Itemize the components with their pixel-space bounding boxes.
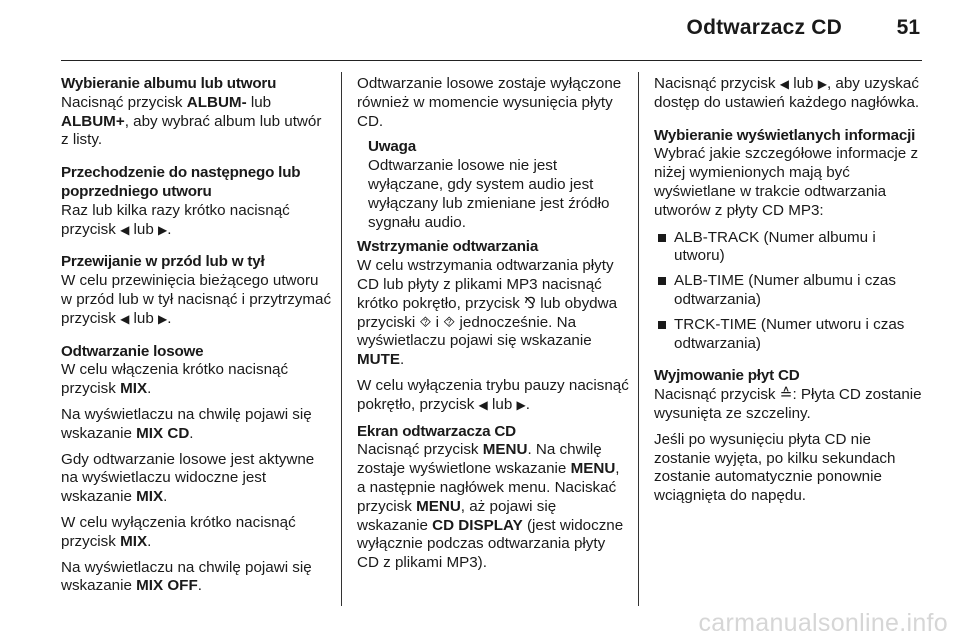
text: .: [197, 577, 202, 595]
text: : Płyta CD zostanie wysunięta ze szczeliny.: [654, 386, 922, 422]
section-next-track: [61, 164, 333, 239]
text: .: [147, 380, 152, 398]
column-1: [61, 75, 333, 610]
text: W celu wyłączenia krótko nacisnąć przycisk: [61, 513, 296, 550]
section-cd-screen: [357, 423, 629, 573]
page-number: 51: [896, 16, 920, 39]
paragraph: [61, 451, 333, 507]
paragraph: [357, 377, 629, 415]
left-arrow-icon: ◀: [120, 222, 130, 237]
paragraph: [61, 514, 333, 552]
paragraph: [357, 441, 629, 573]
section-album: [61, 75, 333, 150]
text: Na wyświetlaczu na chwilę pojawi się wskazanie: [61, 405, 312, 442]
text: jednocześnie. Na wyświetlaczu pojawi się wskazanie: [357, 313, 592, 350]
text: Nacisnąć przycisk: [654, 386, 780, 404]
section-heading: Wybieranie albumu lub utworu: [61, 75, 277, 92]
text: .: [400, 351, 405, 369]
text: .: [147, 532, 152, 550]
text: , aż pojawi się wskazanie: [357, 497, 557, 534]
note-text: Odtwarzanie losowe nie jest wyłączane, gdy system audio jest wyłączany lub zmieniane jest źródło sygnału audio.: [368, 157, 610, 231]
text: W celu wyłączenia trybu pauzy nacisnąć pokrętło, przycisk: [357, 376, 629, 413]
header-rule: [61, 60, 922, 61]
section-fast-forward: [61, 253, 333, 328]
text: W celu wstrzymania odtwarzania płyty CD lub płyty z plikami MP3 nacisnąć krótko pokrętło, przycisk: [357, 257, 614, 312]
text: Nacisnąć przycisk: [61, 93, 187, 111]
eject-icon: ≙: [779, 386, 793, 404]
paragraph: Odtwarzanie losowe zostaje wyłączone również w momencie wysunięcia płyty CD.: [357, 75, 622, 130]
display-label-mix: MIX: [136, 488, 164, 506]
paragraph: [61, 406, 333, 444]
button-label-mix: MIX: [120, 380, 148, 398]
paragraph: [357, 257, 629, 370]
section-heading: Wyjmowanie płyt CD: [654, 367, 800, 385]
paragraph: Wybrać jakie szczegółowe informacje z niżej wymienionych mają być wyświetlane w trakcie odtwarzania utworów z płyty CD MP3:: [654, 145, 919, 219]
right-arrow-icon: ▶: [158, 222, 168, 237]
column-divider: [341, 72, 342, 606]
section-display-info: [654, 127, 926, 354]
list-item: [654, 272, 926, 310]
left-arrow-icon: ◀: [120, 311, 130, 326]
text: lub: [487, 395, 517, 413]
bullet-icon: [658, 321, 666, 329]
list-item: [654, 316, 926, 354]
column-divider: [638, 72, 639, 606]
text: W celu przewinięcia bieżącego utworu w przód lub w tył nacisnąć i przytrzymać przycisk: [61, 272, 332, 327]
text: Na wyświetlaczu na chwilę pojawi się wskazanie: [61, 558, 312, 595]
text: Raz lub kilka razy krótko nacisnąć przycisk: [61, 201, 290, 238]
paragraph: [61, 94, 333, 150]
volume-down-icon: ⯑: [443, 313, 456, 331]
note-box: [357, 138, 629, 232]
text: .: [163, 488, 168, 506]
text: Nacisnąć przycisk: [357, 441, 483, 459]
button-label-menu: MENU: [416, 497, 461, 515]
bullet-icon: [658, 277, 666, 285]
display-label-mute: MUTE: [357, 351, 401, 369]
paragraph: [61, 361, 333, 399]
text: lub: [246, 93, 272, 111]
volume-up-icon: ⯑: [419, 313, 432, 331]
display-label-mix-cd: MIX CD: [136, 424, 190, 442]
text: lub: [788, 75, 818, 92]
section-headers: [654, 75, 926, 113]
left-arrow-icon: ◀: [779, 77, 789, 91]
section-heading: Odtwarzanie losowe: [61, 342, 204, 360]
section-heading: Przewijanie w przód lub w tył: [61, 253, 265, 271]
button-label-menu: MENU: [482, 441, 528, 459]
mute-icon: ⅋: [524, 294, 536, 312]
section-random: [61, 343, 333, 597]
paragraph: [61, 272, 333, 328]
right-arrow-icon: ▶: [817, 77, 827, 91]
text: .: [525, 395, 530, 413]
text: lub obydwa przyciski: [357, 294, 618, 331]
text: .: [167, 220, 172, 238]
section-heading: Ekran odtwarzacza CD: [357, 422, 516, 440]
button-label-album-plus: ALBUM+: [61, 112, 125, 130]
text: i: [431, 313, 444, 331]
text: , a następnie nagłówek menu. Naciskać przycisk: [357, 460, 620, 515]
bullet-icon: [658, 234, 666, 242]
paragraph: Jeśli po wysunięciu płyta CD nie zostanie wyjęta, po kilku sekundach zostanie automatycznie ponownie wciągnięta do napędu.: [654, 430, 896, 505]
paragraph: [654, 386, 926, 424]
left-arrow-icon: ◀: [478, 397, 488, 412]
right-arrow-icon: ▶: [516, 397, 526, 412]
list-item: [654, 229, 926, 267]
text: .: [167, 309, 172, 327]
info-list: [654, 229, 926, 354]
text: , aby uzyskać dostęp do ustawień każdego nagłówka.: [654, 75, 920, 111]
page-title: Odtwarzacz CD: [686, 16, 842, 39]
section-heading: Wstrzymanie odtwarzania: [357, 238, 539, 256]
text: W celu włączenia krótko nacisnąć przycisk: [61, 361, 289, 398]
note-heading: Uwaga: [368, 138, 416, 156]
button-label-album-minus: ALBUM-: [186, 93, 247, 111]
text: , aby wybrać album lub utwór z listy.: [61, 112, 322, 149]
text: Nacisnąć przycisk: [654, 75, 780, 92]
section-heading: Wybieranie wyświetlanych informacji: [654, 126, 916, 144]
text: .: [189, 424, 194, 442]
text: lub: [129, 309, 159, 327]
display-label-cd-display: CD DISPLAY: [432, 516, 523, 534]
section-heading: Przechodzenie do następnego lub poprzedniego utworu: [61, 164, 301, 200]
section-eject: [654, 367, 926, 506]
paragraph: [61, 202, 333, 240]
button-label-mix: MIX: [120, 532, 148, 550]
column-3: [654, 75, 926, 520]
watermark: carmanualsonline.info: [698, 609, 948, 637]
text: lub: [129, 220, 159, 238]
column-2: [357, 75, 629, 587]
right-arrow-icon: ▶: [158, 311, 168, 326]
display-label-menu: MENU: [570, 460, 616, 478]
paragraph: [654, 75, 926, 113]
list-item-text: TRCK-TIME (Numer utworu i czas odtwarzania): [674, 315, 905, 352]
list-item-text: ALB-TRACK (Numer albumu i utworu): [674, 228, 876, 265]
paragraph: [61, 559, 333, 597]
text: . Na chwilę zostaje wyświetlone wskazanie: [357, 441, 602, 478]
list-item-text: ALB-TIME (Numer albumu i czas odtwarzania): [674, 272, 896, 308]
display-label-mix-off: MIX OFF: [136, 577, 198, 595]
text: Gdy odtwarzanie losowe jest aktywne na wyświetlaczu widoczne jest wskazanie: [61, 450, 315, 506]
text: (jest widoczne wyłącznie podczas odtwarzania płyty CD z plikami MP3).: [357, 516, 624, 572]
section-pause: [357, 238, 629, 414]
